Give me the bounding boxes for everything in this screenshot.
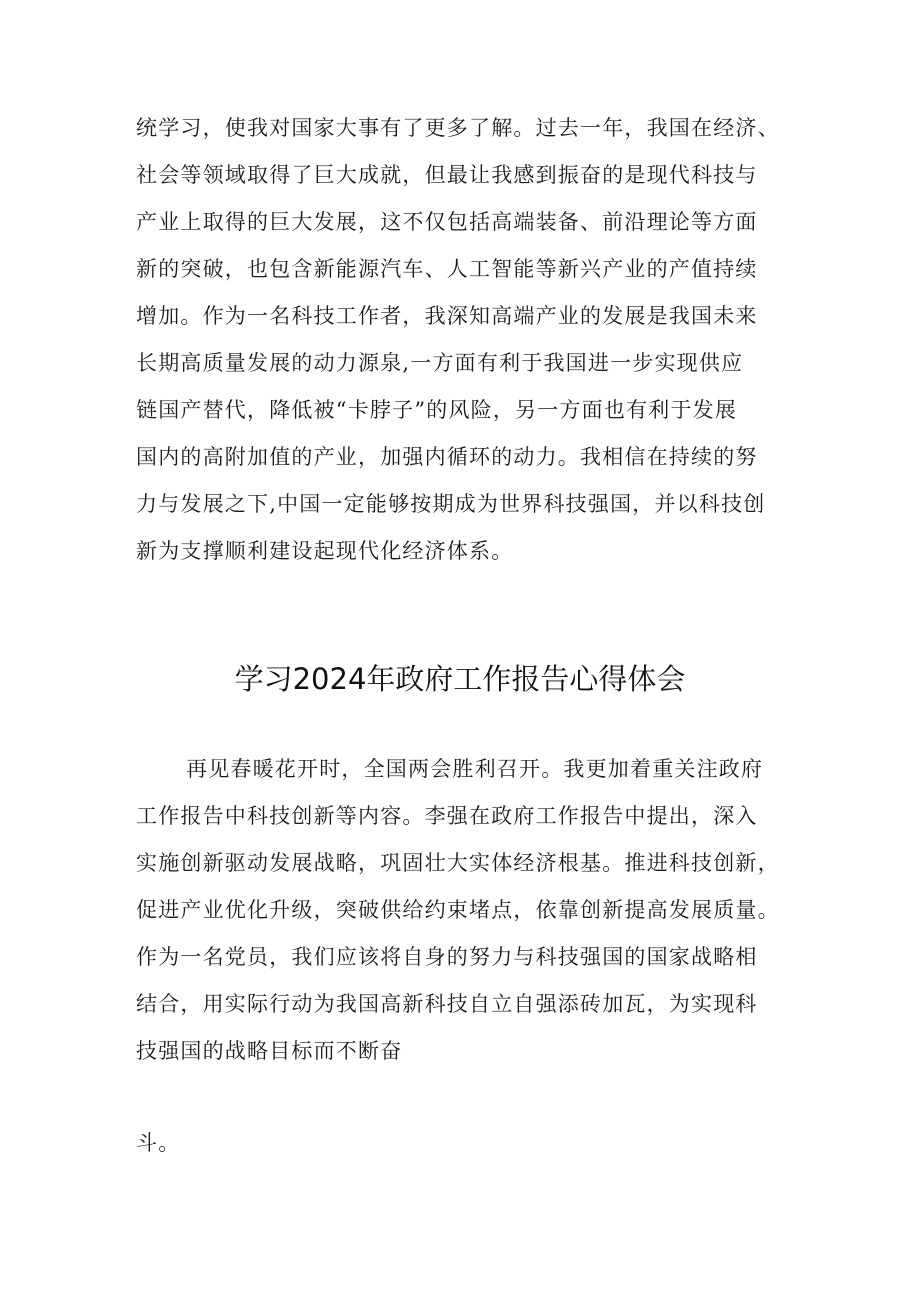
text-line: 实施创新驱动发展战略，巩固壮大实体经济根基。推进科技创新， (136, 851, 780, 875)
text-line: 作为一名党员，我们应该将自身的努力与科技强国的国家战略相 (136, 945, 758, 969)
text-line: 力与发展之下,中国一定能够按期成为世界科技强国，并以科技创 (136, 492, 766, 516)
text-line: 链国产替代，降低被“卡脖子”的风险，另一方面也有利于发展 (136, 398, 738, 422)
text-line: 增加。作为一名科技工作者，我深知高端产业的发展是我国未来 (136, 304, 758, 328)
body-paragraph-continued (136, 105, 800, 575)
text-line: 技强国的战略目标而不断奋 (136, 1039, 403, 1063)
text-line: 长期高质量发展的动力源泉,一方面有利于我国进一步实现供应 (136, 351, 744, 375)
section-heading: 学习2024年政府工作报告心得体会 (234, 662, 686, 696)
text-line: 工作报告中科技创新等内容。李强在政府工作报告中提出，深入 (136, 804, 758, 828)
text-line: 新为支撑顺利建设起现代化经济体系。 (136, 539, 514, 563)
text-line: 国内的高附加值的产业，加强内循环的动力。我相信在持续的努 (136, 445, 758, 469)
text-line: 产业上取得的巨大发展，这不仅包括高端装备、前沿理论等方面 (136, 210, 758, 234)
text-line: 社会等领域取得了巨大成就，但最让我感到振奋的是现代科技与 (136, 163, 758, 187)
text-line: 促进产业优化升级，突破供给约束堵点，依靠创新提高发展质量。 (136, 898, 780, 922)
body-paragraph-tail (136, 1120, 800, 1167)
text-line: 新的突破，也包含新能源汽车、人工智能等新兴产业的产值持续 (136, 257, 758, 281)
text-line: 斗。 (136, 1131, 181, 1155)
text-line: 结合，用实际行动为我国高新科技自立自强添砖加瓦，为实现科 (136, 992, 758, 1016)
text-line: 统学习，使我对国家大事有了更多了解。过去一年，我国在经济、 (136, 116, 780, 140)
text-line-first: 再见春暖花开时，全国两会胜利召开。我更加着重关注政府 (186, 757, 764, 781)
body-paragraph (136, 746, 800, 1075)
